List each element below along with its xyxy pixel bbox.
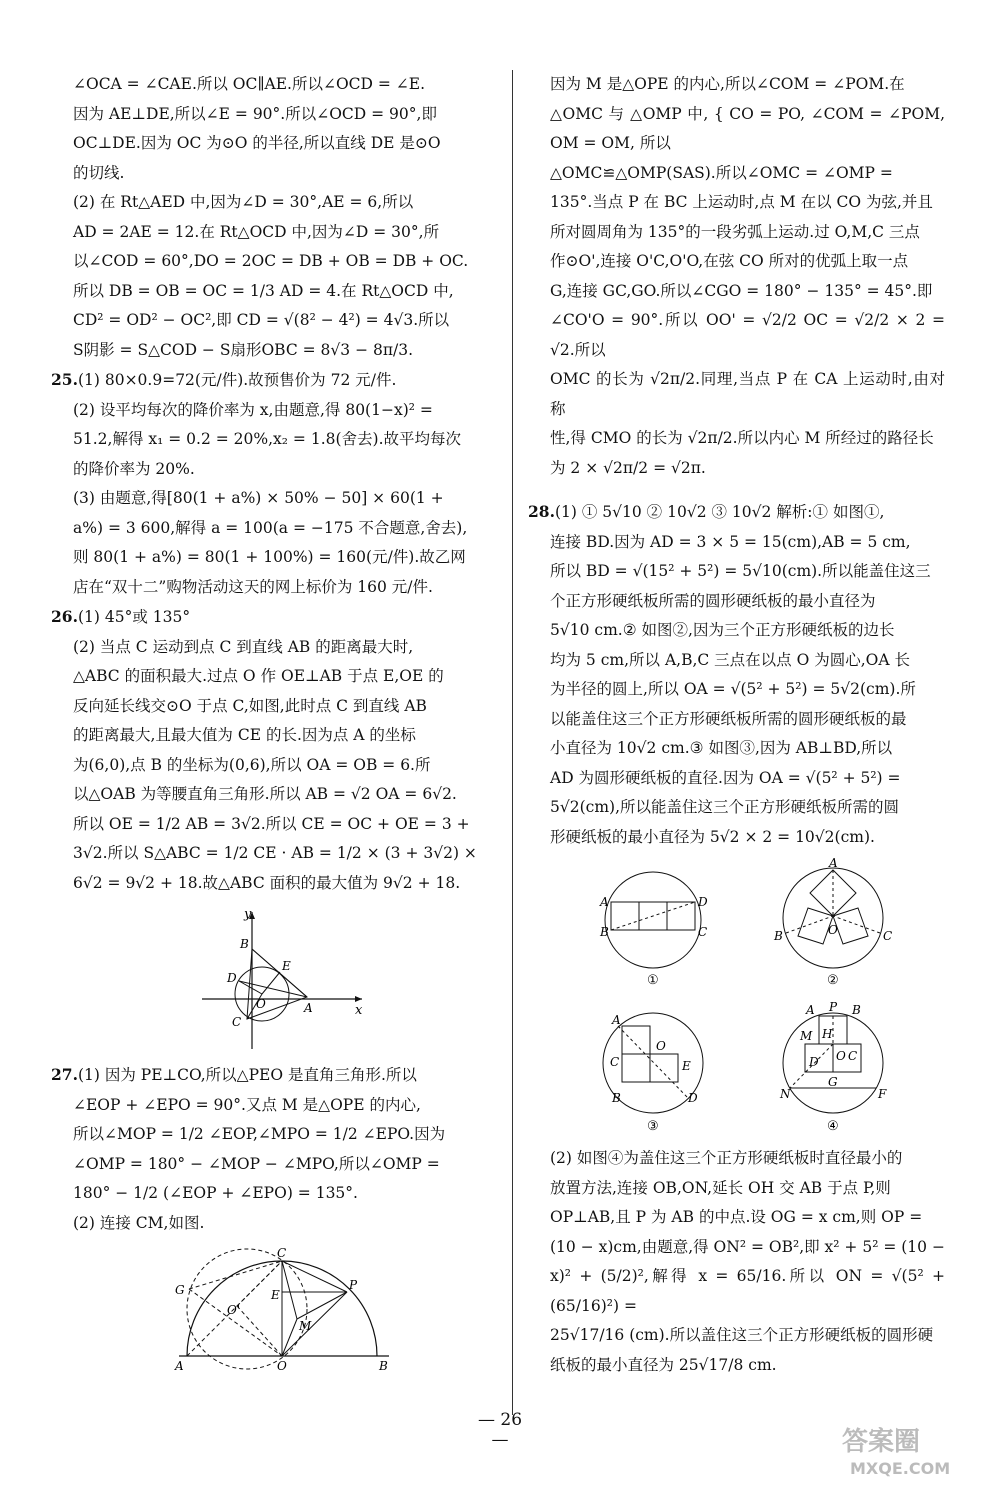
watermark-logo [832,1420,982,1480]
text-line: ∠OCA = ∠CAE.所以 OC∥AE.所以∠OCD = ∠E. [73,75,426,93]
text-line: 51.2,解得 x₁ = 0.2 = 20%,x₂ = 1.8(舍去).故平均每次 [73,430,462,448]
text-span: (1) 45°或 135° [77,608,191,626]
text-line: 25√17/16 (cm).所以盖住这三个正方形硬纸板的圆形硬 [550,1326,934,1344]
text-line: 连接 BD.因为 AD = 3 × 5 = 15(cm),AB = 5 cm, [550,532,911,551]
fig27-label-p: P [349,1278,358,1292]
fig4-letter-b: B [851,1003,861,1017]
page-number: — 26 — [477,1410,523,1450]
text-line: ∠OMP = 180° − ∠MOP − ∠MPO,所以∠OMP = [73,1154,440,1173]
text-line: △ABC 的面积最大.过点 O 作 OE⊥AB 于点 E,OE 的 [73,667,444,685]
fig27-label-o-prime: O' [227,1303,241,1317]
text-span: (1) 因为 PE⊥CO,所以△PEO 是直角三角形.所以 [77,1066,417,1084]
fig2-letter-c: C [882,929,892,943]
question-number: 26. [51,607,78,626]
text-line: (2) 如图④为盖住这三个正方形硬纸板时直径最小的 [550,1149,903,1167]
fig27-label-a: A [175,1359,184,1373]
fig1-letter-a: A [599,895,609,909]
text-line: AD = 2AE = 12.在 Rt△OCD 中,因为∠D = 30°,所 [73,222,440,241]
text-line: 放置方法,连接 OB,ON,延长 OH 交 AB 于点 P,则 [550,1178,891,1197]
text-line: △OMC 与 △OMP 中, { CO = PO, ∠COM = ∠POM, OM = OM, 所以 [550,104,945,152]
fig3-letter-e: E [681,1059,691,1073]
fig4-letter-f: F [877,1087,886,1101]
text-line: 的切线. [73,163,125,182]
text-line: 因为 M 是△OPE 的内心,所以∠COM = ∠POM.在 [550,75,905,93]
question-number: 25. [51,370,78,389]
text-line: 性,得 CMO 的长为 √2π/2.所以内心 M 所经过的路径长 [550,429,934,447]
fig3-letter-a: A [611,1013,621,1027]
fig3-letter-d: D [687,1091,698,1105]
solution-26 [51,602,491,898]
fig4-letter-g: G [827,1075,838,1089]
solution-27-continued [550,70,945,483]
fig-label-2: ② [826,973,839,988]
text-line: 所以 OE = 1/2 AB = 3√2.所以 CE = OC + OE = 3 + [73,814,470,833]
text-line: OP⊥AB,且 P 为 AB 的中点.设 OG = x cm,则 OP = [550,1208,923,1226]
fig4-letter-a: A [805,1003,815,1017]
fig27-label-g: G [175,1283,185,1297]
text-line: 3√2.所以 S△ABC = 1/2 CE · AB = 1/2 × (3 + 3√2) × [73,844,477,862]
text-line: (2) 连接 CM,如图. [73,1213,205,1232]
text-line: 个正方形硬纸板所需的圆形硬纸板的最小直径为 [550,591,876,610]
fig3-letter-o: O [655,1039,666,1053]
text-line: OMC 的长为 √2π/2.同理,当点 P 在 CA 上运动时,由对称 [550,370,945,418]
text-line: 小直径为 10√2 cm.③ 如图③,因为 AB⊥BD,所以 [550,739,893,757]
text-line: 为(6,0),点 B 的坐标为(0,6),所以 OA = OB = 6.所 [73,755,431,774]
fig27-label-b: B [379,1359,388,1373]
fig26-label-e: E [282,959,291,973]
text-line [51,602,491,633]
fig27-label-o: O [277,1359,287,1373]
fig26-label-x: x [355,1003,363,1018]
watermark-text: 答案圈 [842,1427,921,1457]
text-line: 的距离最大,且最大值为 CE 的长.因为点 A 的坐标 [73,726,416,744]
text-line: 6√2 = 9√2 + 18.故△ABC 面积的最大值为 9√2 + 18. [73,873,461,892]
fig1-letter-c: C [697,925,707,939]
text-line: 以△OAB 为等腰直角三角形.所以 AB = √2 OA = 6√2. [73,785,457,803]
fig26-label-b: B [240,937,249,951]
fig2-letter-b: B [773,929,783,943]
fig2-letter-a: A [828,858,838,870]
text-span: (1) ① 5√10 ② 10√2 ③ 10√2 解析:① 如图①, [554,503,885,521]
text-line: 纸板的最小直径为 25√17/8 cm. [550,1355,777,1374]
text-line: 所对圆周角为 135°的一段劣弧上运动.过 O,M,C 三点 [550,222,920,241]
fig-label-1: ① [646,973,659,988]
solution-28-part2 [550,1144,945,1380]
solution-27 [51,1060,491,1238]
question-number: 27. [51,1065,78,1084]
text-line: (10 − x)cm,由题意,得 ON² = OB²,即 x² + 5² = (10 − [550,1237,945,1256]
text-line: 所以∠MOP = 1/2 ∠EOP,∠MPO = 1/2 ∠EPO.因为 [73,1125,446,1143]
text-line: 以∠COD = 60°,DO = 2OC = DB + OB = DB + OC. [73,252,469,270]
text-line: 5√10 cm.② 如图②,因为三个正方形硬纸板的边长 [550,621,895,639]
solution-28 [528,497,945,852]
text-line: 因为 AE⊥DE,所以∠E = 90°.所以∠OCD = 90°,即 [73,104,437,123]
fig26-label-a: A [304,1001,313,1015]
solution-25 [51,365,491,602]
text-line: 以能盖住这三个正方形硬纸板所需的圆形硬纸板的最 [550,709,907,728]
text-line [528,497,945,528]
text-line: 为半径的圆上,所以 OA = √(5² + 5²) = 5√2(cm).所 [550,680,916,698]
fig4-letter-m: M [799,1029,812,1043]
fig1-letter-b: B [599,925,609,939]
text-line [51,1060,491,1091]
fig4-letter-h: H [821,1027,832,1041]
fig4-letter-n: N [779,1087,790,1101]
text-line: 135°.当点 P 在 BC 上运动时,点 M 在以 CO 为弦,并且 [550,193,933,211]
text-line: a%) = 3 600,解得 a = 100(a = −175 不合题意,舍去), [73,518,468,537]
fig27-label-c: C [277,1246,287,1260]
figure-27-semicircle-diagram [167,1244,397,1374]
text-line: 作⊙O',连接 O'C,O'O,在弦 CO 所对的优弧上取一点 [550,252,909,270]
fig4-letter-p: P [828,1000,837,1014]
text-line: S阴影 = S△COD − S扇形OBC = 8√3 − 8π/3. [73,340,414,359]
text-line: 所以 BD = √(15² + 5²) = 5√10(cm).所以能盖住这三 [550,562,931,580]
fig27-label-m: M [299,1319,312,1333]
fig3-letter-c: C [609,1055,619,1069]
text-line: (3) 由题意,得[80(1 + a%) × 50% − 50] × 60(1 + [73,489,444,507]
fig26-label-y: y [244,907,252,922]
question-number: 28. [528,502,555,521]
text-line: 5√2(cm),所以能盖住这三个正方形硬纸板所需的圆 [550,798,900,816]
fig26-label-o: O [256,997,266,1011]
text-line: △OMC≌△OMP(SAS).所以∠OMC = ∠OMP = [550,163,893,182]
column-divider [512,70,513,1415]
fig4-letter-d: D [808,1055,819,1069]
fig4-letter-o: O [835,1049,846,1063]
fig26-label-c: C [232,1015,242,1029]
watermark-url: MXQE.COM [850,1459,951,1478]
text-line: 则 80(1 + a%) = 80(1 + 100%) = 160(元/件).故乙网 [73,548,466,566]
fig3-letter-b: B [611,1091,621,1105]
text-line: AD 为圆形硬纸板的直径.因为 OA = √(5² + 5²) = [550,768,901,787]
text-line: (2) 在 Rt△AED 中,因为∠D = 30°,AE = 6,所以 [73,193,414,211]
text-line: 形硬纸板的最小直径为 5√2 × 2 = 10√2(cm). [550,827,875,846]
fig2-letter-o: O [827,923,838,937]
fig27-label-e: E [271,1288,280,1302]
text-line: OC⊥DE.因为 OC 为⊙O 的半径,所以直线 DE 是⊙O [73,134,441,152]
text-line: 为 2 × √2π/2 = √2π. [550,458,706,477]
text-line: CD² = OD² − OC²,即 CD = √(8² − 4²) = 4√3.所以 [73,311,450,329]
text-line: G,连接 GC,GO.所以∠CGO = 180° − 135° = 45°.即 [550,281,933,300]
fig-label-4: ④ [826,1119,839,1134]
figure-28-circle-diagrams [578,858,918,1138]
fig1-letter-d: D [697,895,708,909]
right-column [528,70,945,1380]
fig4-letter-c: C [847,1049,857,1063]
text-line [51,365,491,396]
fig26-label-d: D [227,971,237,985]
text-line: 180° − 1/2 (∠EOP + ∠EPO) = 135°. [73,1184,358,1202]
solution-24-continued [73,70,491,365]
text-line: 反向延长线交⊙O 于点 C,如图,此时点 C 到直线 AB [73,696,427,715]
text-line: 所以 DB = OB = OC = 1/3 AD = 4.在 Rt△OCD 中, [73,281,454,300]
left-column [51,70,491,1380]
fig-label-3: ③ [646,1119,659,1134]
text-line: 的降价率为 20%. [73,459,195,478]
text-line: ∠CO'O = 90°.所以 OO' = √2/2 OC = √2/2 × 2 = √2.所以 [550,311,945,359]
text-line: ∠EOP + ∠EPO = 90°.又点 M 是△OPE 的内心, [73,1095,421,1114]
text-line: (2) 当点 C 运动到点 C 到直线 AB 的距离最大时, [73,637,414,656]
text-line: (2) 设平均每次的降价率为 x,由题意,得 80(1−x)² = [73,400,433,419]
text-span: (1) 80×0.9=72(元/件).故预售价为 72 元/件. [77,371,397,389]
figure-26-coordinate-diagram [192,904,372,1054]
text-line: x)² + (5/2)²,解得 x = 65/16.所以 ON = √(5² + (65/16)²) = [550,1267,945,1315]
text-line: 均为 5 cm,所以 A,B,C 三点在以点 O 为圆心,OA 长 [550,650,910,669]
text-line: 店在“双十二”购物活动这天的网上标价为 160 元/件. [73,577,433,596]
